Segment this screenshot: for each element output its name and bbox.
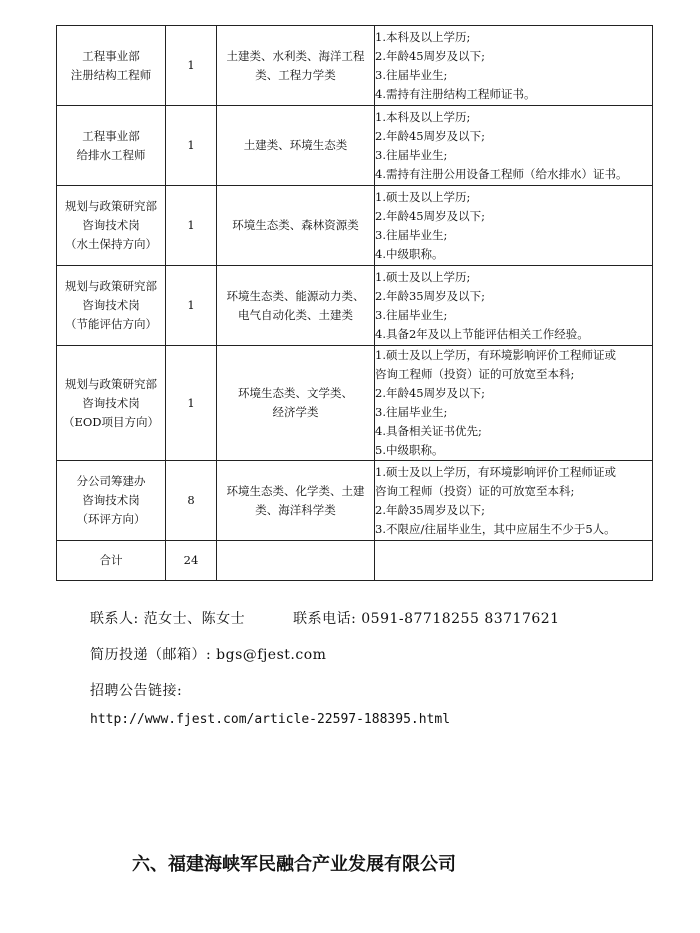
requirements-cell: [375, 106, 653, 186]
major-line: 环境生态类、能源动力类、: [226, 288, 365, 303]
job-table-body: [57, 26, 653, 541]
job-table: [56, 25, 653, 581]
major-line: 土建类、环境生态类: [243, 138, 348, 152]
department-cell: [57, 461, 166, 541]
department-cell: [57, 106, 166, 186]
contact-person-line: [90, 608, 560, 628]
section-heading: 六、福建海峡军民融合产业发展有限公司: [132, 854, 456, 875]
headcount-cell: 1: [166, 26, 217, 106]
department-line: 规划与政策研究部: [65, 279, 157, 293]
requirement-line: 4.需持有注册公用设备工程师（给水排水）证书。: [375, 166, 628, 181]
major-cell: [217, 26, 375, 106]
major-line: 电气自动化类、土建类: [238, 307, 353, 322]
requirement-line: 3.往届毕业生;: [375, 307, 448, 322]
department-line: （EOD项目方向）: [62, 414, 160, 429]
requirement-line: 2.年龄45周岁及以下;: [375, 386, 485, 400]
requirement-line: 2.年龄35周岁及以下;: [375, 288, 485, 303]
table-row: [57, 346, 653, 461]
requirement-line: 2.年龄35周岁及以下;: [375, 502, 485, 517]
major-cell: [217, 266, 375, 346]
total-label: 合计: [57, 541, 166, 581]
requirement-line: 3.往届毕业生;: [375, 405, 448, 419]
requirement-line: 咨询工程师（投资）证的可放宽至本科;: [375, 483, 575, 498]
requirement-line: 2.年龄45周岁及以下;: [375, 208, 485, 223]
requirement-line: 3.不限应/往届毕业生，其中应届生不少于5人。: [375, 521, 616, 536]
requirement-line: 3.往届毕业生;: [375, 67, 448, 82]
major-line: 经济学类: [272, 405, 319, 419]
requirement-line: 1.硕士及以上学历;: [375, 269, 471, 284]
department-line: （节能评估方向）: [65, 317, 157, 331]
major-line: 环境生态类、文学类、: [238, 386, 353, 400]
table-row: [57, 106, 653, 186]
requirement-line: 2.年龄45周岁及以下;: [375, 48, 485, 63]
headcount-cell: 1: [166, 346, 217, 461]
requirement-line: 1.硕士及以上学历，有环境影响评价工程师证或: [375, 464, 616, 479]
department-cell: [57, 266, 166, 346]
department-line: 咨询技术岗: [82, 218, 140, 232]
total-count: 24: [166, 541, 217, 581]
email-line: [90, 644, 326, 664]
table-row: [57, 461, 653, 541]
total-row: [57, 541, 653, 581]
requirements-cell: [375, 461, 653, 541]
email-label: 简历投递（邮箱）:: [90, 647, 212, 663]
headcount-cell: 1: [166, 106, 217, 186]
requirement-line: 1.本科及以上学历;: [375, 109, 471, 124]
table-row: [57, 266, 653, 346]
requirement-line: 3.往届毕业生;: [375, 147, 448, 162]
department-line: 给排水工程师: [76, 147, 146, 162]
department-line: 咨询技术岗: [82, 395, 140, 410]
requirements-cell: [375, 346, 653, 461]
requirement-line: 5.中级职称。: [375, 443, 444, 457]
requirement-line: 1.硕士及以上学历，有环境影响评价工程师证或: [375, 348, 616, 362]
email-address[interactable]: bgs@fjest.com: [216, 647, 327, 663]
department-line: 工程事业部: [82, 128, 140, 143]
major-line: 环境生态类、化学类、土建: [226, 483, 365, 498]
requirement-line: 咨询工程师（投资）证的可放宽至本科;: [375, 367, 575, 381]
announcement-link[interactable]: http://www.fjest.com/article-22597-188395.html: [90, 712, 451, 727]
department-line: 规划与政策研究部: [65, 376, 157, 391]
requirements-cell: [375, 186, 653, 266]
major-line: 环境生态类、森林资源类: [232, 218, 359, 232]
table-row: [57, 26, 653, 106]
requirement-line: 1.硕士及以上学历;: [375, 189, 471, 204]
requirement-line: 4.需持有注册结构工程师证书。: [375, 86, 536, 101]
requirements-cell: [375, 266, 653, 346]
department-line: 咨询技术岗: [82, 493, 140, 507]
contact-person-label: 联系人:: [90, 611, 139, 627]
major-cell: [217, 346, 375, 461]
major-cell: [217, 106, 375, 186]
contact-phone-label: 联系电话:: [293, 611, 357, 627]
contact-phone: 0591-87718255 83717621: [361, 611, 560, 627]
requirements-cell: [375, 26, 653, 106]
department-cell: [57, 186, 166, 266]
headcount-cell: 1: [166, 186, 217, 266]
department-line: 分公司筹建办: [76, 474, 146, 488]
department-line: 工程事业部: [82, 48, 140, 63]
department-line: 规划与政策研究部: [65, 199, 157, 213]
department-cell: [57, 346, 166, 461]
major-line: 土建类、水利类、海洋工程: [226, 48, 365, 63]
major-cell: [217, 461, 375, 541]
department-line: （水土保持方向）: [65, 237, 157, 251]
requirement-line: 3.往届毕业生;: [375, 227, 448, 242]
requirement-line: 2.年龄45周岁及以下;: [375, 128, 485, 143]
department-line: （环评方向）: [76, 512, 146, 526]
total-req-empty: [375, 541, 653, 581]
requirement-line: 1.本科及以上学历;: [375, 29, 471, 44]
department-line: 咨询技术岗: [82, 298, 140, 312]
major-line: 类、海洋科学类: [255, 502, 336, 517]
link-label: 招聘公告链接:: [90, 683, 183, 699]
requirement-line: 4.具备2年及以上节能评估相关工作经验。: [375, 326, 589, 341]
department-line: 注册结构工程师: [70, 67, 152, 82]
headcount-cell: 1: [166, 266, 217, 346]
total-major-empty: [217, 541, 375, 581]
table-row: [57, 186, 653, 266]
major-line: 类、工程力学类: [255, 67, 336, 82]
requirement-line: 4.具备相关证书优先;: [375, 424, 482, 438]
headcount-cell: 8: [166, 461, 217, 541]
contact-person: 范女士、陈女士: [143, 611, 246, 627]
department-cell: [57, 26, 166, 106]
requirement-line: 4.中级职称。: [375, 246, 444, 261]
major-cell: [217, 186, 375, 266]
link-label-line: [90, 680, 182, 700]
